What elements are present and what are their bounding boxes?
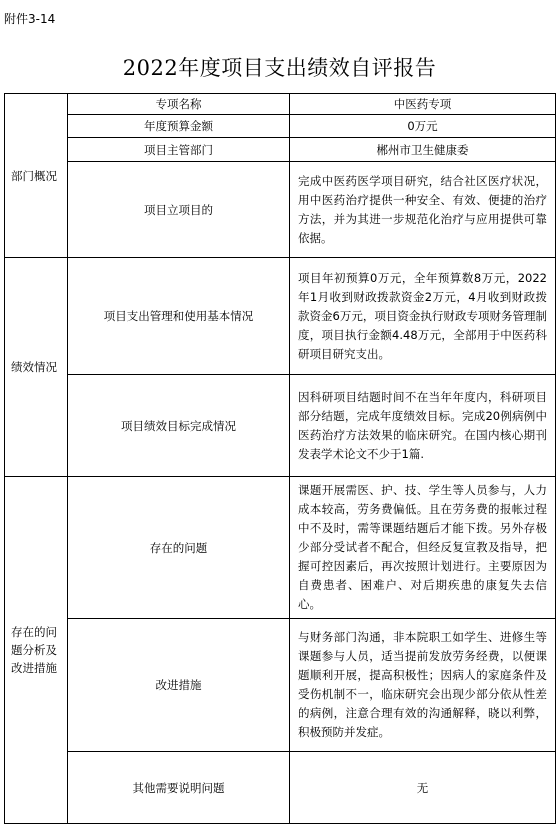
table-row	[5, 375, 556, 477]
expenditure-mgmt-label: 项目支出管理和使用基本情况	[68, 258, 290, 375]
project-purpose-label: 项目立项目的	[68, 162, 290, 258]
report-title: 2022年度项目支出绩效自评报告	[122, 56, 437, 80]
section-dept-overview: 部门概况	[5, 94, 68, 258]
annual-budget-value: 0万元	[290, 115, 556, 138]
improvements-label: 改进措施	[68, 619, 290, 752]
annual-budget-label: 年度预算金额	[68, 115, 290, 138]
improvements-value: 与财务部门沟通，非本院职工如学生、进修生等课题参与人员，适当提前发放劳务经费，以便课题顺利开展，提高积极性；因病人的家庭条件及受伤机制不一，临床研究会出现少部分依从性差的病例，注意合理有效的沟通解释，晓以利弊，积极预防并发症。	[290, 619, 556, 752]
supervisor-dept-value: 郴州市卫生健康委	[290, 138, 556, 162]
table-row	[5, 258, 556, 375]
project-name-value: 中医药专项	[290, 94, 556, 115]
other-issues-value: 无	[290, 752, 556, 824]
project-purpose-value: 完成中医药医学项目研究，结合社区医疗状况，用中医药治疗提供一种安全、有效、便捷的治疗方法，并为其进一步规范化治疗与应用提供可靠依据。	[290, 162, 556, 258]
project-name-label: 专项名称	[68, 94, 290, 115]
section-performance: 绩效情况	[5, 258, 68, 477]
report-table	[4, 93, 556, 824]
table-row	[5, 752, 556, 824]
expenditure-mgmt-value: 项目年初预算0万元，全年预算数8万元，2022年1月收到财政拨款资金2万元，4月收到财政拨款资金6万元，项目资金执行财政专项财务管理制度，项目执行金额4.48万元，全部用于中医药科研项目研究支出。	[290, 258, 556, 375]
target-completion-label: 项目绩效目标完成情况	[68, 375, 290, 477]
attachment-label: 附件3-14	[4, 12, 56, 26]
table-row	[5, 162, 556, 258]
existing-problems-label: 存在的问题	[68, 477, 290, 619]
other-issues-label: 其他需要说明问题	[68, 752, 290, 824]
table-row	[5, 138, 556, 162]
table-row	[5, 619, 556, 752]
table-row	[5, 115, 556, 138]
target-completion-value: 因科研项目结题时间不在当年年度内，科研项目部分结题，完成年度绩效目标。完成20例病例中医药治疗方法效果的临床研究。在国内核心期刊发表学术论文不少于1篇.	[290, 375, 556, 477]
section-problems: 存在的问题分析及改进措施	[5, 477, 68, 824]
supervisor-dept-label: 项目主管部门	[68, 138, 290, 162]
existing-problems-value: 课题开展需医、护、技、学生等人员参与，人力成本较高，劳务费偏低。且在劳务费的报帐过程中不及时，需等课题结题后才能下拨。另外存极少部分受试者不配合，但经反复宣教及指导，把握可控因素后，再次按照计划进行。主要原因为自费患者、困难户、对后期疾患的康复失去信心。	[290, 477, 556, 619]
table-row	[5, 477, 556, 619]
table-row	[5, 94, 556, 115]
